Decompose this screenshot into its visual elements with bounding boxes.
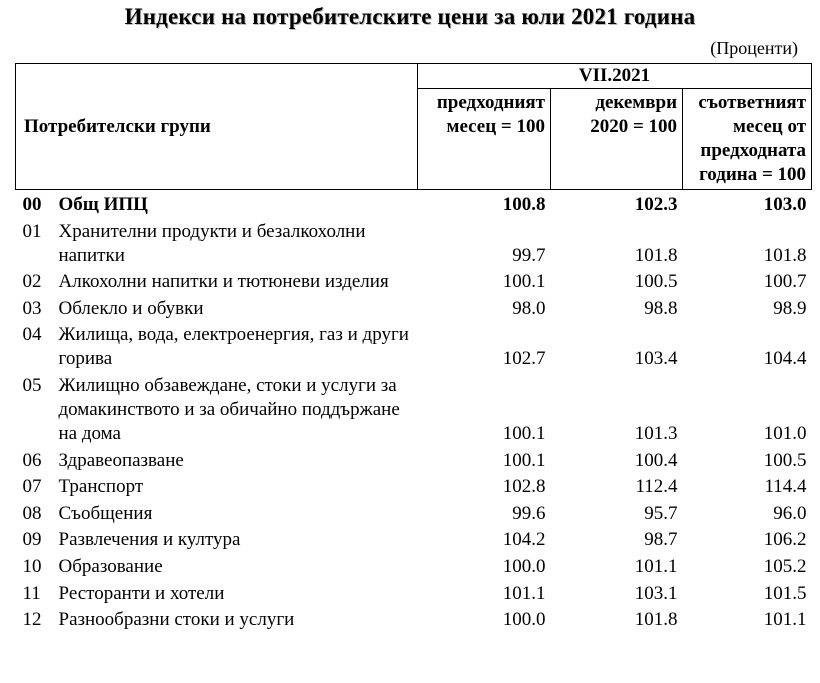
- table-row: [16, 190, 812, 218]
- row-value-same-month-previous-year: 101.8: [763, 244, 807, 266]
- row-value-previous-month: 99.7: [512, 244, 546, 266]
- row-value-december-2020: 101.1: [634, 555, 678, 577]
- row-name: Разнообразни стоки и услуги: [58, 609, 295, 631]
- row-value-december-2020: 102.3: [634, 194, 678, 215]
- table-row: [16, 322, 812, 373]
- row-value-same-month-previous-year: 114.4: [764, 476, 807, 498]
- row-code: 08: [22, 502, 42, 524]
- row-value-same-month-previous-year: 96.0: [773, 502, 807, 524]
- row-code: 04: [22, 324, 42, 346]
- table-title: Индекси на потребителските цени за юли 2021 година: [124, 4, 696, 29]
- header-period: VII.2021: [418, 64, 812, 89]
- table-row: [16, 268, 812, 295]
- row-name: Развлечения и култура: [58, 529, 241, 551]
- header-december-2020: декември 2020 = 100: [551, 89, 683, 190]
- row-value-same-month-previous-year: 100.7: [763, 271, 807, 293]
- table-row: [16, 580, 812, 607]
- row-code: 09: [22, 529, 42, 551]
- table-row: [16, 295, 812, 322]
- row-value-december-2020: 101.8: [634, 244, 678, 266]
- row-code: 07: [22, 476, 42, 498]
- row-value-december-2020: 112.4: [635, 476, 678, 498]
- row-name: Здравеопазване: [58, 449, 184, 471]
- row-code: 00: [22, 194, 42, 215]
- row-name: Облекло и обувки: [58, 297, 204, 319]
- row-value-previous-month: 104.2: [502, 529, 546, 551]
- table-row: [16, 447, 812, 474]
- row-value-december-2020: 101.8: [634, 609, 678, 631]
- row-value-previous-month: 99.6: [512, 502, 546, 524]
- row-name: Алкохолни напитки и тютюневи изделия: [58, 271, 389, 293]
- row-code: 06: [22, 449, 42, 471]
- header-same-month-previous-year: съответният месец от предходната година = 100: [683, 89, 812, 190]
- table-row: [16, 527, 812, 554]
- row-value-previous-month: 100.1: [502, 449, 546, 471]
- row-value-december-2020: 100.4: [634, 449, 678, 471]
- row-value-december-2020: 100.5: [634, 271, 678, 293]
- row-code: 01: [22, 220, 42, 242]
- row-value-same-month-previous-year: 104.4: [763, 348, 807, 370]
- row-value-same-month-previous-year: 106.2: [763, 529, 807, 551]
- row-value-previous-month: 101.1: [502, 582, 546, 604]
- row-value-december-2020: 101.3: [634, 422, 678, 444]
- cpi-table: [15, 63, 812, 633]
- row-value-same-month-previous-year: 98.9: [773, 297, 807, 319]
- row-value-previous-month: 100.1: [502, 422, 546, 444]
- row-value-same-month-previous-year: 101.0: [763, 422, 807, 444]
- row-code: 05: [22, 374, 42, 396]
- row-code: 11: [22, 582, 41, 604]
- table-row: [16, 500, 812, 527]
- row-name: Жилищно обзавеждане, стоки и услуги за домакинството и за обичайно поддържане на дома: [58, 374, 400, 444]
- row-name: Образование: [58, 555, 163, 577]
- row-value-previous-month: 102.8: [502, 476, 546, 498]
- row-code: 02: [22, 271, 42, 293]
- row-value-previous-month: 102.7: [502, 348, 546, 370]
- table-row: [16, 372, 812, 447]
- unit-label: (Проценти): [710, 38, 798, 58]
- row-value-previous-month: 100.0: [502, 609, 546, 631]
- row-value-december-2020: 98.7: [644, 529, 678, 551]
- row-value-december-2020: 103.4: [634, 348, 678, 370]
- row-value-december-2020: 98.8: [644, 297, 678, 319]
- row-code: 03: [22, 297, 42, 319]
- row-value-previous-month: 100.1: [502, 271, 546, 293]
- row-name: Общ ИПЦ: [58, 194, 148, 215]
- row-name: Съобщения: [58, 502, 153, 524]
- row-name: Хранителни продукти и безалкохолни напитки: [58, 220, 366, 266]
- row-value-previous-month: 98.0: [512, 297, 546, 319]
- table-row: [16, 606, 812, 633]
- table-row: [16, 218, 812, 269]
- header-consumer-groups: Потребителски групи: [16, 64, 418, 190]
- row-name: Ресторанти и хотели: [58, 582, 225, 604]
- row-value-same-month-previous-year: 100.5: [763, 449, 807, 471]
- row-value-previous-month: 100.0: [502, 555, 546, 577]
- row-value-same-month-previous-year: 105.2: [763, 555, 807, 577]
- row-value-december-2020: 95.7: [644, 502, 678, 524]
- row-value-same-month-previous-year: 103.0: [763, 194, 807, 215]
- row-value-previous-month: 100.8: [502, 194, 546, 215]
- row-value-same-month-previous-year: 101.1: [763, 609, 807, 631]
- header-previous-month: предходният месец = 100: [418, 89, 551, 190]
- row-name: Транспорт: [58, 476, 144, 498]
- row-code: 10: [22, 555, 42, 577]
- row-value-december-2020: 103.1: [634, 582, 678, 604]
- row-value-same-month-previous-year: 101.5: [763, 582, 807, 604]
- row-name: Жилища, вода, електроенергия, газ и други горива: [58, 324, 409, 370]
- row-code: 12: [22, 609, 42, 631]
- table-row: [16, 553, 812, 580]
- table-row: [16, 473, 812, 500]
